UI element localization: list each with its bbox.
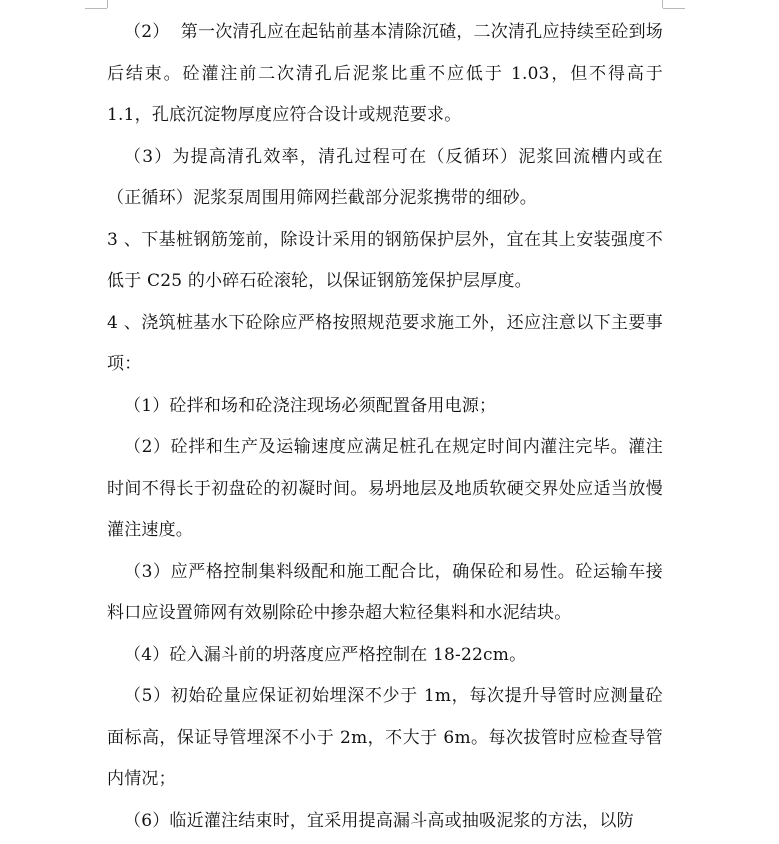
paragraph-backup-power: （1）砼拌和场和砼浇注现场必须配置备用电源； (124, 395, 497, 416)
document-body (107, 12, 669, 842)
paragraph-pouring-end: （6）临近灌注结束时，宜采用提高漏斗高或抽吸泥浆的方法，以防 (124, 810, 634, 831)
paragraph-slump: （4）砼入漏斗前的坍落度应严格控制在 18-22cm。 (124, 644, 527, 665)
paragraph-underwater-concrete: 4 、浇筑桩基水下砼除应严格按照规范要求施工外，还应注意以下主要事项： (107, 312, 663, 374)
paragraph-rebar-cage: 3 、下基桩钢筋笼前，除设计采用的钢筋保护层外，宜在其上安装强度不低于 C25 的小碎石砼滚轮，以保证钢筋笼保护层厚度。 (107, 229, 663, 291)
paragraph-mixing-speed: （2）砼拌和生产及运输速度应满足桩孔在规定时间内灌注完毕。灌注时间不得长于初盘砼的初凝时间。易坍地层及地质软硬交界处应适当放慢灌注速度。 (107, 437, 663, 540)
paragraph-initial-concrete: （5）初始砼量应保证初始埋深不少于 1m，每次提升导管时应测量砼面标高，保证导管埋深不小于 2m，不大于 6m。每次拔管时应检查导管内情况； (107, 686, 663, 789)
paragraph-cleaning-hole-first-second: （2） 第一次清孔应在起钻前基本清除沉碴，二次清孔应持续至砼到场后结束。砼灌注前二次清孔后泥浆比重不应低于 1.03，但不得高于 1.1，孔底沉淀物厚度应符合设计或规范要求。 (107, 22, 669, 125)
crop-mark-top-left-vertical (107, 0, 108, 8)
crop-mark-top-right-vertical (662, 0, 663, 8)
paragraph-aggregate-grading: （3）应严格控制集料级配和施工配合比，确保砼和易性。砼运输车接料口应设置筛网有效剔除砼中掺杂超大粒径集料和水泥结块。 (107, 561, 663, 623)
crop-mark-top-left-horizontal (85, 8, 107, 9)
paragraph-cleaning-efficiency: （3）为提高清孔效率，清孔过程可在（反循环）泥浆回流槽内或在（正循环）泥浆泵周围用筛网拦截部分泥浆携带的细砂。 (107, 146, 663, 208)
crop-mark-top-right-horizontal (663, 8, 685, 9)
